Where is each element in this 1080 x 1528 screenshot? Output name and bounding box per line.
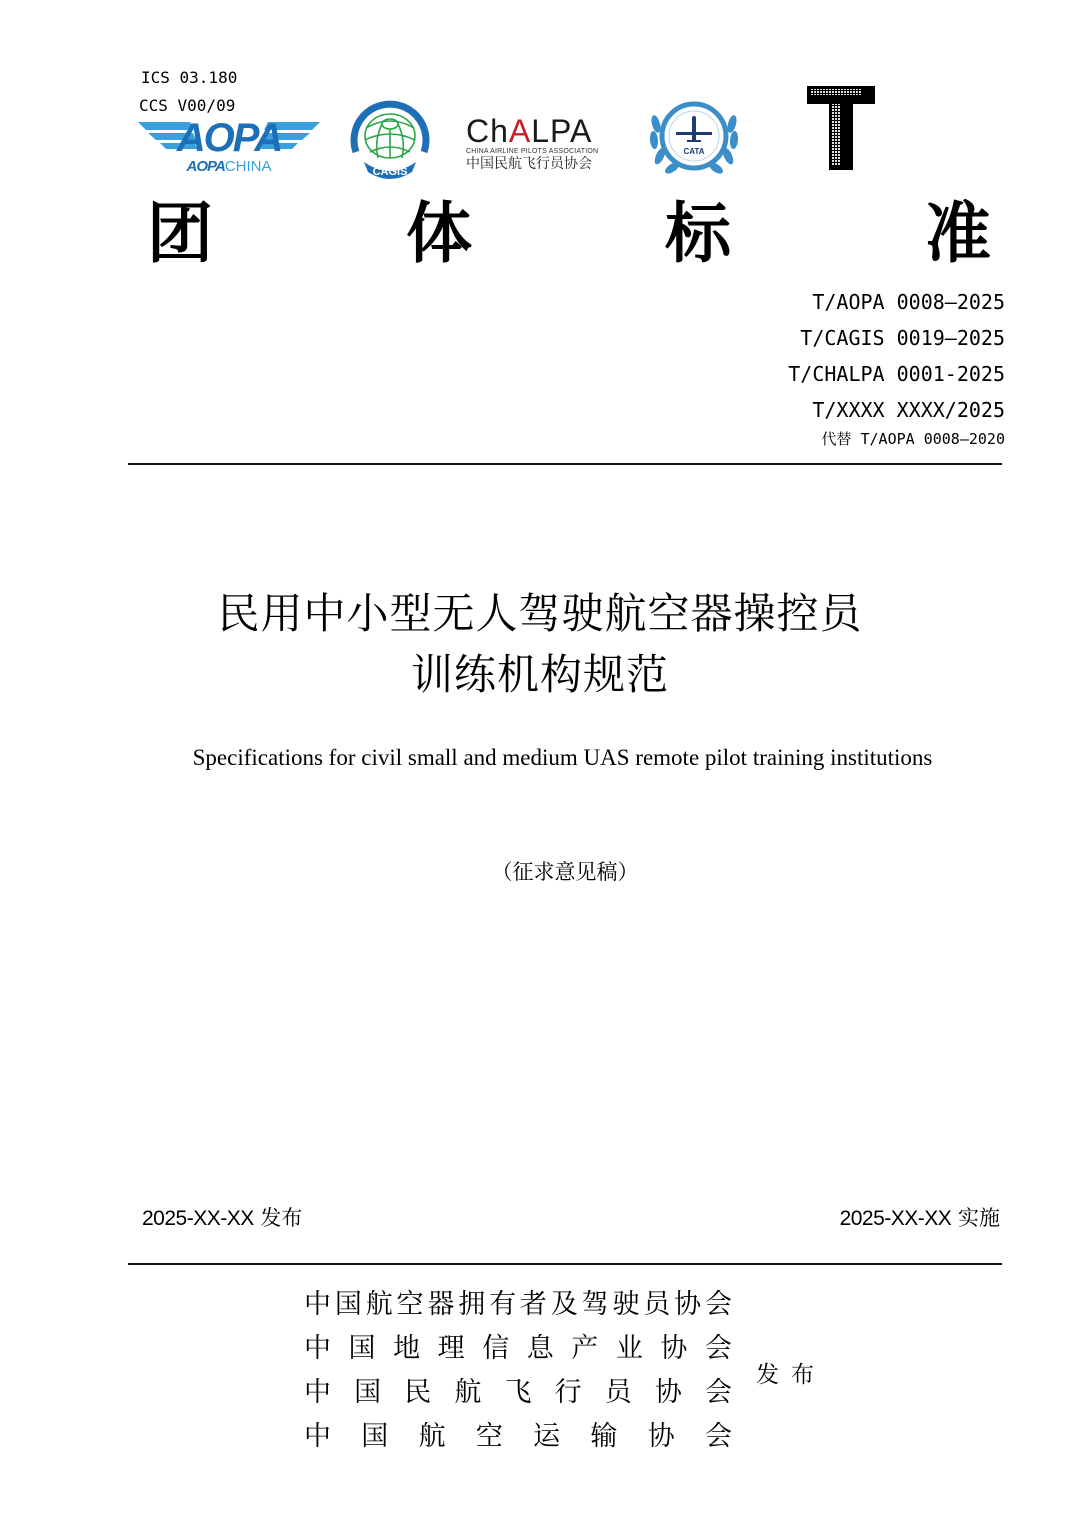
issuer-cagis: 中 国 地 理 信 息 产 业 协 会 bbox=[304, 1333, 732, 1364]
aopa-logo bbox=[138, 118, 320, 178]
t-letter-icon bbox=[805, 82, 877, 172]
header-char-4: 准 bbox=[925, 195, 991, 272]
chalpa-logo bbox=[466, 115, 626, 175]
aopa-china-wordmark: AOPACHINA bbox=[186, 158, 272, 175]
t-standard-mark bbox=[805, 82, 877, 172]
chalpa-english-name: CHINA AIRLINE PILOTS ASSOCIATION bbox=[466, 148, 599, 155]
standard-number-cagis: T/CAGIS 0019—2025 bbox=[800, 326, 1005, 350]
chalpa-chinese-name: 中国民航飞行员协会 bbox=[466, 156, 592, 172]
standard-number-chalpa: T/CHALPA 0001-2025 bbox=[788, 362, 1005, 386]
publish-date: 2025-XX-XX 发布 bbox=[142, 1206, 303, 1230]
standard-number-cata: T/XXXX XXXX/2025 bbox=[812, 398, 1005, 422]
issuer-chalpa: 中 国 民 航 飞 行 员 协 会 bbox=[304, 1377, 732, 1408]
bottom-divider bbox=[128, 1263, 1002, 1265]
header-char-2: 体 bbox=[406, 195, 472, 272]
header-char-1: 团 bbox=[147, 195, 213, 272]
title-cn-line-2: 训练机构规范 bbox=[410, 650, 669, 699]
issuer-aopa: 中 国 航 空 器 拥 有 者 及 驾 驶 员 协 会 bbox=[304, 1289, 732, 1320]
issuers-publish-label: 发布 bbox=[756, 1362, 826, 1388]
implement-date: 2025-XX-XX 实施 bbox=[839, 1206, 1000, 1230]
chalpa-wordmark: ChALPA bbox=[466, 113, 593, 149]
title-en: Specifications for civil small and medium UAS remote pilot training institutions bbox=[192, 745, 933, 770]
svg-text:CAGIS: CAGIS bbox=[372, 166, 408, 178]
issuing-organizations bbox=[304, 1283, 732, 1459]
ics-code: ICS 03.180 bbox=[141, 68, 238, 87]
svg-text:CATA: CATA bbox=[683, 147, 705, 156]
aopa-wordmark: AOPA bbox=[176, 116, 282, 160]
issuer-cata: 中 国 航 空 运 输 协 会 bbox=[304, 1421, 732, 1452]
header-char-3: 标 bbox=[665, 195, 731, 272]
standard-number-aopa: T/AOPA 0008—2025 bbox=[812, 290, 1005, 314]
cata-logo bbox=[646, 94, 742, 180]
top-divider bbox=[128, 463, 1002, 465]
ccs-code: CCS V00/09 bbox=[139, 96, 236, 115]
replaces-standard: 代替 T/AOPA 0008—2020 bbox=[821, 430, 1005, 448]
airplane-laurel-icon bbox=[646, 94, 742, 180]
cagis-logo bbox=[346, 94, 434, 182]
standard-numbers bbox=[788, 284, 1005, 450]
draft-status: （征求意见稿） bbox=[491, 860, 639, 884]
title-cn-line-1: 民用中小型无人驾驶航空器操控员 bbox=[217, 589, 863, 638]
globe-icon bbox=[346, 94, 434, 182]
